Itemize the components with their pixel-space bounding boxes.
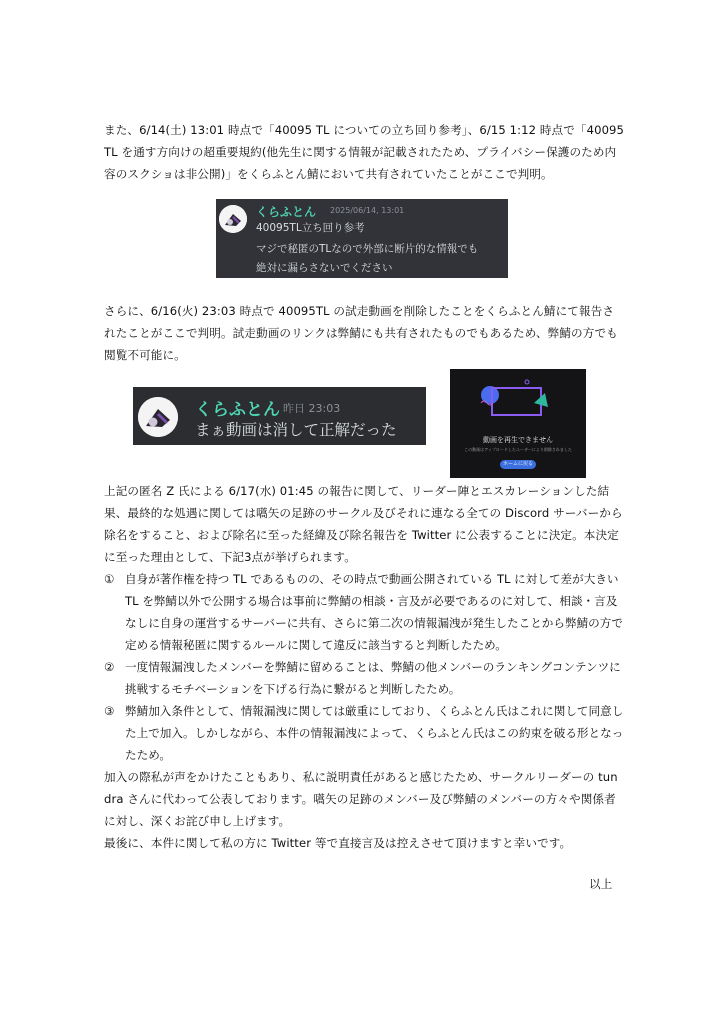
- message-line-1: 40095TL立ち回り参考: [256, 222, 365, 234]
- reason-number: ①: [104, 572, 115, 586]
- discord-screenshot-2: [133, 387, 426, 445]
- paragraph-3: 上記の匿名 Z 氏による 6/17(水) 01:45 の報告に関して、リーダー陣とエスカレーションした結果、最終的な処遇に関しては嚆矢の足跡のサークル及びそれに連なる全ての Discord サーバーから除名をすること、および除名に至った経緯及び除名報告を Twitter に公表することに決定。本決定に至った理由として、下記3点が挙げられます。: [104, 484, 623, 564]
- reason-number: ③: [104, 704, 115, 718]
- discord-screenshot-1: [216, 199, 508, 278]
- closing-text: 以上: [589, 877, 613, 891]
- avatar: [138, 397, 178, 437]
- video-error-graphic-icon: [450, 369, 586, 429]
- message: まぁ動画は消して正解だった: [195, 421, 397, 439]
- paragraph-2: さらに、6/16(火) 23:03 時点で 40095TL の試走動画を削除したことをくらふとん鯖にて報告されたことがここで判明。試走動画のリンクは弊鯖にも共有されたものでもあるため、弊鯖の方でも閲覧不可能に。: [104, 304, 618, 362]
- return-home-button[interactable]: ホームに戻る: [500, 460, 536, 469]
- reason-text: 弊鯖加入条件として、情報漏洩に関しては厳重にしており、くらふとん氏はこれに関して同意した上で加入。しかしながら、本件の情報漏洩によって、くらふとん氏はこの約束を破る形となったため。: [125, 704, 624, 762]
- timestamp: 昨日 23:03: [283, 402, 341, 415]
- video-unavailable-screenshot: [450, 369, 586, 478]
- video-error-subtitle: この動画はアップロードしたユーザーにより削除されました: [464, 447, 572, 452]
- avatar-icon: [219, 205, 247, 233]
- reason-number: ②: [104, 660, 115, 674]
- username: くらふとん: [195, 400, 280, 420]
- message-line-3: 絶対に漏らさないでください: [256, 262, 393, 274]
- avatar-icon: [138, 397, 178, 437]
- reason-text: 自身が著作権を持つ TL であるものの、その時点で動画公開されている TL に対して差が大きい TL を弊鯖以外で公開する場合は事前に弊鯖の相談・言及が必要であるのに対して、相談・言及なしに自身の運営するサーバーに共有、さらに第二次の情報漏洩が発生したことから弊鯖の方で定める情報秘匿に関するルールに関して違反に該当すると判断したため。: [125, 572, 623, 652]
- video-error-title: 動画を再生できません: [483, 436, 553, 444]
- reason-text: 一度情報漏洩したメンバーを弊鯖に留めることは、弊鯖の他メンバーのランキングコンテンツに挑戦するモチベーションを下げる行為に繋がると判断したため。: [125, 660, 621, 696]
- username: くらふとん: [256, 205, 317, 219]
- avatar: [219, 205, 247, 233]
- paragraph-4: 加入の際私が声をかけたこともあり、私に説明責任があると感じたため、サークルリーダーの tundra さんに代わって公表しております。嚆矢の足跡のメンバー及び弊鯖のメンバーの方々や関係者に対し、深くお詫び申し上げます。: [104, 770, 618, 828]
- timestamp: 2025/06/14, 13:01: [330, 206, 405, 215]
- paragraph-1: また、6/14(土) 13:01 時点で「40095 TL についての立ち回り参考」、6/15 1:12 時点で「40095 TL を通す方向けの超重要規約(他先生に関する情報が記載されたため、プライバシー保護のため内容のスクショは非公開)」をくらふとん鯖において共有されていたことがここで判明。: [104, 123, 624, 181]
- paragraph-5: 最後に、本件に関して私の方に Twitter 等で直接言及は控えさせて頂けますと幸いです。: [104, 836, 572, 850]
- message-line-2: マジで秘匿のTLなので外部に断片的な情報でも: [256, 243, 479, 255]
